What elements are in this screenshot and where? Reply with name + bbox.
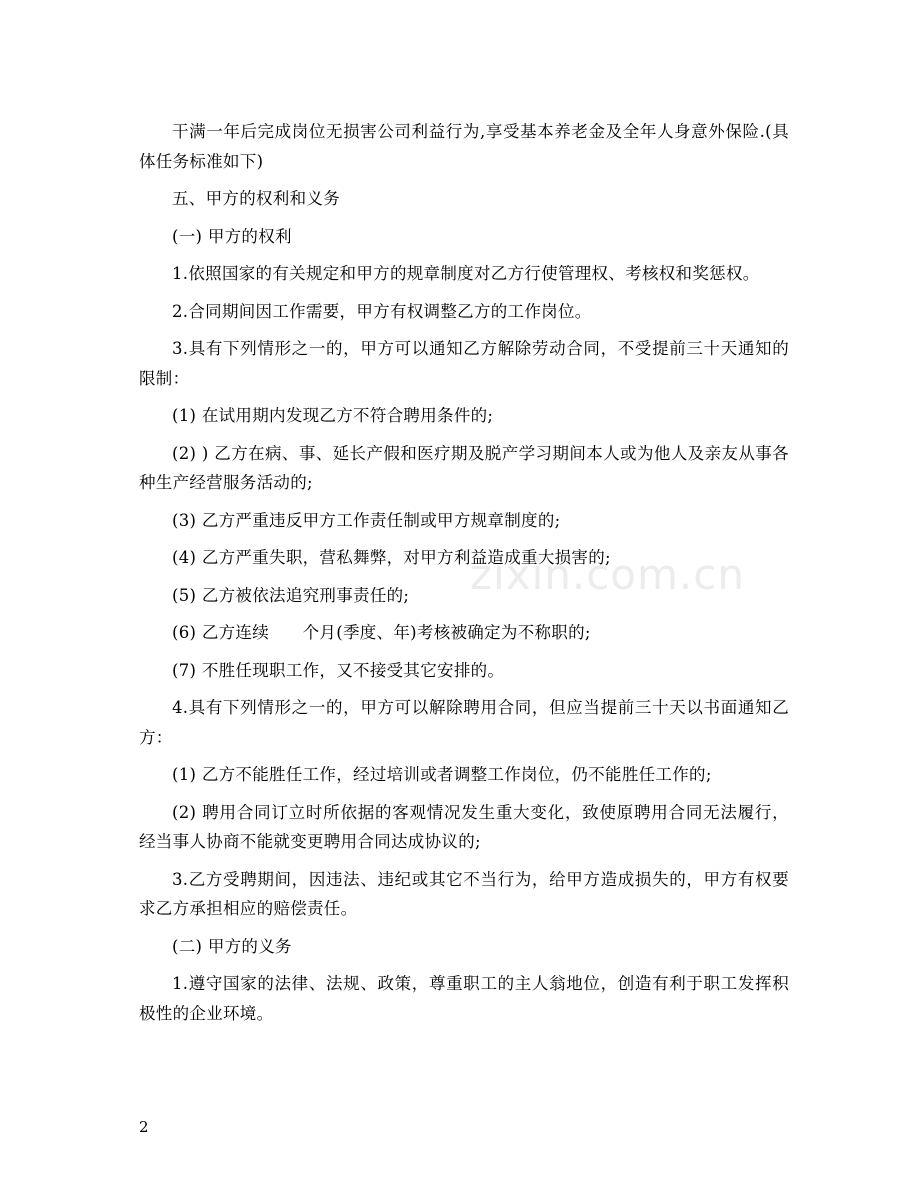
- list-item: (5) 乙方被依法追究刑事责任的;: [172, 585, 410, 605]
- section-heading: 五、甲方的权利和义务: [172, 189, 340, 208]
- subsection-heading: (二) 甲方的义务: [172, 936, 292, 956]
- paragraph: 1.遵守国家的法律、法规、政策，尊重职工的主人翁地位，创造有利于职工发挥积极性的企业环境。: [139, 974, 789, 1023]
- subsection-heading: (一) 甲方的权利: [172, 226, 292, 246]
- list-item: (6) 乙方连续 个月(季度、年)考核被确定为不称职的;: [172, 623, 591, 642]
- list-item: (2) ) 乙方在病、事、延长产假和医疗期及脱产学习期间本人或为他人及亲友从事各种生产经营服务活动的;: [139, 443, 789, 492]
- paragraph: 4.具有下列情形之一的，甲方可以解除聘用合同，但应当提前三十天以书面通知乙方：: [139, 698, 789, 747]
- list-item: (1) 在试用期内发现乙方不符合聘用条件的;: [172, 406, 494, 425]
- list-item: (1) 乙方不能胜任工作，经过培训或者调整工作岗位，仍不能胜任工作的;: [172, 765, 712, 784]
- paragraph: 3.乙方受聘期间，因违法、违纪或其它不当行为，给甲方造成损失的，甲方有权要求乙方承担相应的赔偿责任。: [139, 869, 789, 918]
- page-number: 2: [139, 1118, 149, 1136]
- paragraph: 干满一年后完成岗位无损害公司利益行为,享受基本养老金及全年人身意外保险.(具体任务标准如下): [139, 122, 789, 171]
- paragraph: 2.合同期间因工作需要，甲方有权调整乙方的工作岗位。: [172, 301, 592, 321]
- list-item: (3) 乙方严重违反甲方工作责任制或甲方规章制度的;: [172, 510, 561, 530]
- list-item: (4) 乙方严重失职，营私舞弊，对甲方利益造成重大损害的;: [172, 548, 611, 567]
- list-item: (7) 不胜任现职工作，又不接受其它安排的。: [172, 660, 505, 680]
- watermark: zixin.com.cn: [470, 550, 745, 599]
- list-item: (2) 聘用合同订立时所依据的客观情况发生重大变化，致使原聘用合同无法履行，经当事人协商不能就变更聘用合同达成协议的;: [139, 802, 789, 851]
- document-body: [139, 117, 789, 1036]
- paragraph: 3.具有下列情形之一的，甲方可以通知乙方解除劳动合同，不受提前三十天通知的限制：: [139, 339, 789, 388]
- paragraph: 1.依照国家的有关规定和甲方的规章制度对乙方行使管理权、考核权和奖惩权。: [172, 264, 760, 283]
